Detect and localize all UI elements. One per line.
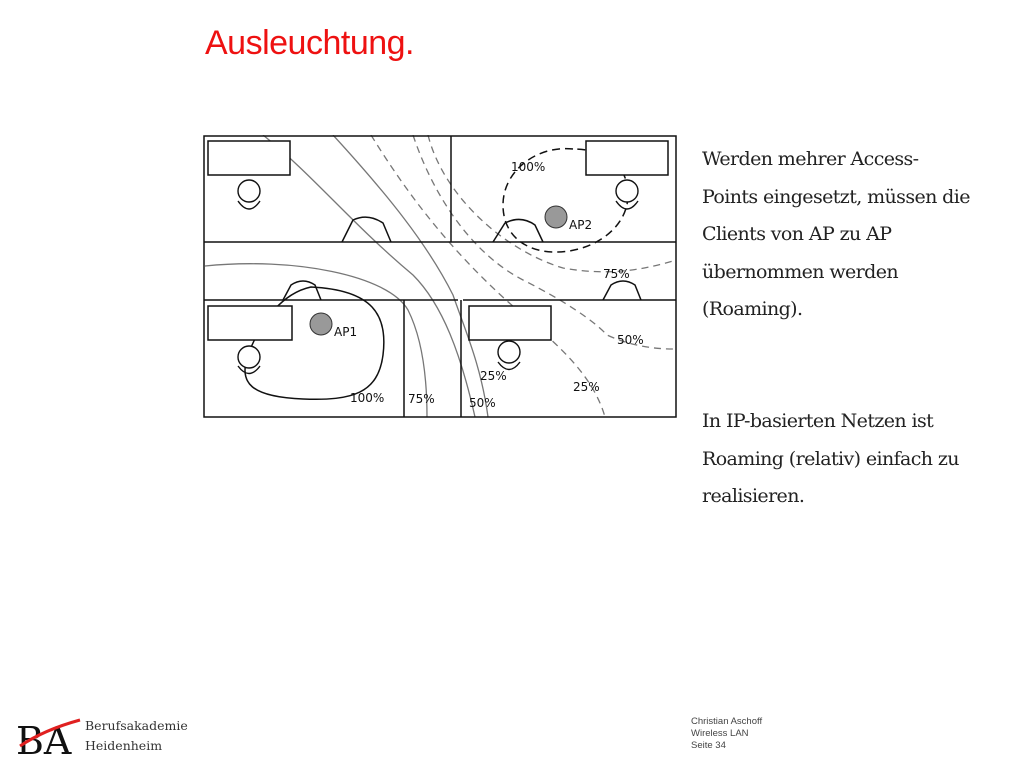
text-line: übernommen werden (702, 260, 898, 283)
paragraph-roaming (702, 141, 1002, 329)
footer-page: Seite 34 (691, 740, 726, 751)
chair-top-left (238, 180, 260, 209)
text-line: realisieren. (702, 485, 805, 507)
paragraph-ip-networks (702, 403, 1002, 516)
label-ap2-50: 50% (617, 333, 644, 347)
institution-name (85, 716, 188, 756)
desk-bottom-left (208, 306, 292, 340)
institution-line1: Berufsakademie (85, 718, 188, 733)
ap1-coverage-contours (205, 135, 488, 417)
label-ap2-25: 25% (573, 380, 600, 394)
ap2-label: AP2 (569, 218, 593, 232)
text-line: Roaming (relativ) einfach zu (702, 447, 959, 470)
institution-line2: Heidenheim (85, 738, 163, 753)
text-line: Clients von AP zu AP (702, 223, 892, 245)
slide-title: Ausleuchtung. (205, 24, 414, 62)
access-point-ap1 (310, 313, 332, 335)
coverage-floorplan-diagram (203, 135, 677, 419)
desk-top-right (586, 141, 668, 175)
ap1-contour-100 (245, 287, 384, 399)
label-ap1-100: 100% (350, 391, 385, 405)
chair-bottom-left (238, 346, 260, 374)
ba-logo-mark: BA (16, 719, 72, 758)
label-ap1-25: 25% (480, 369, 507, 383)
text-line: In IP-basierten Netzen ist (702, 410, 934, 432)
label-ap1-50: 50% (469, 396, 496, 410)
label-ap2-100: 100% (511, 160, 546, 174)
door-top-right (493, 219, 543, 242)
desk-top-left (208, 141, 290, 175)
ap1-100-contour-group (245, 287, 384, 399)
label-ap1-75: 75% (408, 392, 435, 406)
footer-course: Wireless LAN (691, 728, 749, 739)
text-line: Werden mehrer Access- (702, 148, 919, 170)
door-top-left (342, 217, 391, 242)
ap1-label: AP1 (334, 325, 358, 339)
footer-info (691, 716, 762, 752)
access-point-ap2 (545, 206, 567, 228)
chairs (238, 180, 638, 374)
chair-top-right (616, 180, 638, 209)
label-ap2-75: 75% (603, 267, 630, 281)
chair-bottom-right (498, 341, 520, 370)
footer-author: Christian Aschoff (691, 716, 763, 727)
door-bottom-right (603, 281, 641, 300)
desk-bottom-right (469, 306, 551, 340)
text-line: Points eingesetzt, müssen die (702, 185, 970, 208)
ba-logo (16, 716, 82, 758)
text-line: (Roaming). (702, 298, 803, 320)
